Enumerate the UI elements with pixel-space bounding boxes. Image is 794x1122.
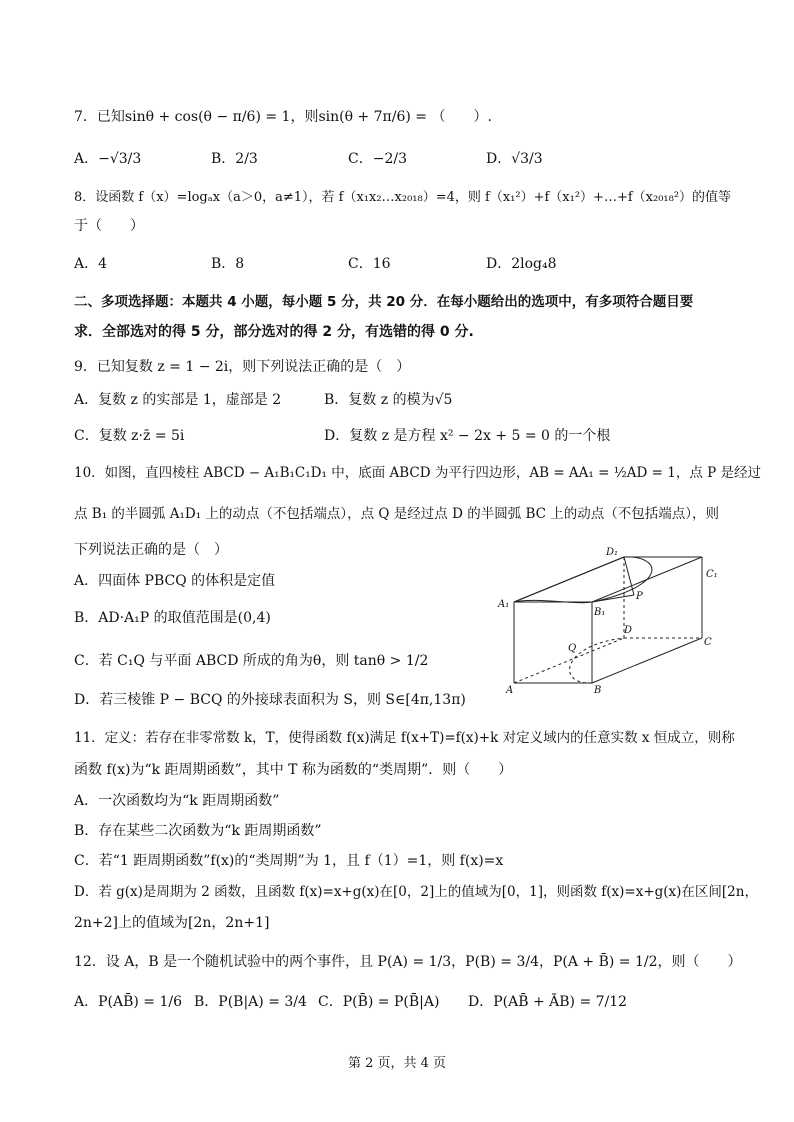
q10-option-b: B．AD·A₁P 的取值范围是(0,4) bbox=[74, 610, 271, 626]
fig-label-d1: D₁ bbox=[606, 547, 619, 558]
section-2-line2: 求．全部选对的得 5 分，部分选对的得 2 分，有选错的得 0 分. bbox=[74, 324, 474, 340]
fig-label-c: C bbox=[704, 637, 712, 648]
fig-label-a: A bbox=[506, 685, 514, 695]
q7-option-c: C．−2/3 bbox=[348, 151, 407, 167]
q7-option-b: B．2/3 bbox=[211, 151, 258, 167]
q7-option-a: A．−√3/3 bbox=[74, 151, 142, 167]
fig-label-d: D bbox=[624, 625, 633, 636]
q10-option-d: D．若三棱锥 P − BCQ 的外接球表面积为 S，则 S∈[4π,13π) bbox=[74, 692, 466, 708]
q11-option-c: C．若“1 距周期函数”f(x)的“类周期”为 1，且 f（1）=1，则 f(x)=x bbox=[74, 853, 504, 869]
q11-option-b: B．存在某些二次函数为“k 距周期函数” bbox=[74, 823, 322, 839]
fig-label-b1: B₁ bbox=[594, 607, 606, 618]
q9-option-a: A．复数 z 的实部是 1，虚部是 2 bbox=[74, 392, 282, 408]
q11-option-d-line2: 2n+2]上的值域为[2n，2n+1] bbox=[74, 915, 270, 931]
q12-option-a: A．P(AB̄) = 1/6 bbox=[74, 994, 183, 1010]
q10-option-a: A．四面体 PBCQ 的体积是定值 bbox=[74, 573, 276, 589]
fig-label-p: P bbox=[636, 591, 643, 602]
q11-stem-line1: 11．定义：若存在非零常数 k，T，使得函数 f(x)满足 f(x+T)=f(x)+k 对定义域内的任意实数 x 恒成立，则称 bbox=[74, 730, 735, 746]
fig-label-b: B bbox=[594, 685, 602, 695]
q7-stem: 7．已知sinθ + cos(θ − π/6) = 1，则sin(θ + 7π/6) = （ ）. bbox=[74, 109, 492, 125]
section-2-line1: 二、多项选择题：本题共 4 小题，每小题 5 分，共 20 分．在每小题给出的选项中，有多项符合题目要 bbox=[74, 294, 694, 310]
q11-stem-line2: 函数 f(x)为“k 距周期函数”，其中 T 称为函数的“类周期”．则（ ） bbox=[74, 762, 513, 778]
q12-option-d: D．P(AB̄ + ĀB) = 7/12 bbox=[468, 994, 628, 1010]
q9-option-c: C．复数 z·z̄ = 5i bbox=[74, 428, 185, 444]
q8-option-c: C．16 bbox=[348, 256, 391, 272]
q8-option-a: A．4 bbox=[74, 256, 108, 272]
q11-option-a: A．一次函数均为“k 距周期函数” bbox=[74, 793, 280, 809]
fig-label-a1: A₁ bbox=[498, 599, 510, 610]
q8-option-b: B．8 bbox=[211, 256, 245, 272]
q10-stem-line1: 10．如图，直四棱柱 ABCD − A₁B₁C₁D₁ 中，底面 ABCD 为平行四边形，AB = AA₁ = ½AD = 1，点 P 是经过 bbox=[74, 465, 762, 481]
q9-stem: 9．已知复数 z = 1 − 2i，则下列说法正确的是（ ） bbox=[74, 359, 411, 375]
q10-option-c: C．若 C₁Q 与平面 ABCD 所成的角为θ，则 tanθ > 1/2 bbox=[74, 653, 429, 669]
prism-figure bbox=[496, 545, 722, 695]
q12-option-b: B．P(B|A) = 3/4 bbox=[194, 994, 307, 1010]
q8-option-d: D．2log₄8 bbox=[486, 256, 557, 272]
q12-option-c: C．P(B̄) = P(B̄|A) bbox=[318, 994, 440, 1010]
page-footer: 第 2 页，共 4 页 bbox=[347, 1056, 447, 1071]
q10-stem-line3: 下列说法正确的是（ ） bbox=[74, 542, 228, 558]
q8-stem-line2: 于（ ） bbox=[74, 218, 144, 234]
q12-stem: 12．设 A，B 是一个随机试验中的两个事件，且 P(A) = 1/3，P(B) = 3/4，P(A + B̄) = 1/2，则（ ） bbox=[74, 954, 742, 970]
q8-stem-line1: 8．设函数 f（x）=logₐx（a＞0，a≠1），若 f（x₁x₂…x₂₀₁₈）=4，则 f（x₁²）+f（x₁²）+…+f（x₂₀₁₈²）的值等 bbox=[74, 190, 732, 205]
q9-option-b: B．复数 z 的模为√5 bbox=[324, 392, 453, 408]
q7-option-d: D．√3/3 bbox=[486, 151, 543, 167]
q10-stem-line2: 点 B₁ 的半圆弧 A₁D₁ 上的动点（不包括端点），点 Q 是经过点 D 的半圆弧 BC 上的动点（不包括端点），则 bbox=[74, 506, 720, 522]
q9-option-d: D．复数 z 是方程 x² − 2x + 5 = 0 的一个根 bbox=[324, 428, 611, 444]
fig-label-c1: C₁ bbox=[706, 569, 718, 580]
q11-option-d-line1: D．若 g(x)是周期为 2 函数，且函数 f(x)=x+g(x)在[0，2]上的值域为[0，1]，则函数 f(x)=x+g(x)在区间[2n， bbox=[74, 884, 758, 900]
fig-label-q: Q bbox=[568, 643, 577, 654]
